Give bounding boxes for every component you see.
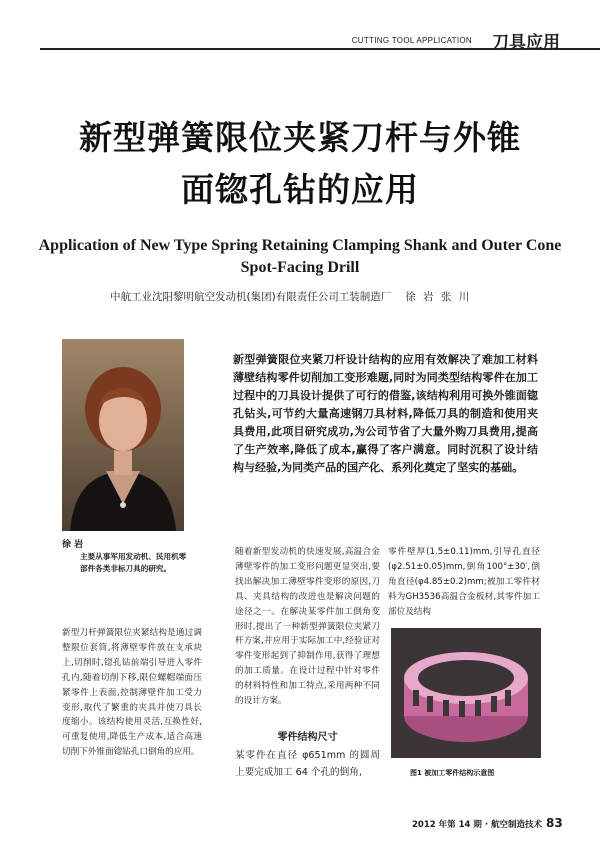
english-title-line-1: Application of New Type Spring Retaining Clamping Shank and Outer Cone [38,237,562,254]
page-number: 83 [546,816,563,830]
body-column-2-continued: 某零件在直径 φ651mm 的圆周上要完成加工 64 个孔的倒角, [235,750,380,778]
header-section-cn: 刀具应用 [492,33,560,53]
footer-issue: 2012 年第 14 期 · 航空制造技术 [412,820,543,830]
figure-caption: 图1 被加工零件结构示意图 [410,769,495,777]
author-names: 徐 岩 张 川 [405,291,470,303]
author-line [110,289,469,304]
author-caption-name: 徐 岩 [62,540,84,550]
abstract: 新型弹簧限位夹紧刀杆设计结构的应用有效解决了难加工材料薄壁结构零件切削加工变形难题,同时为同类型结构零件在加工过程中的刀具设计提供了可行的借鉴,该结构利用可换外锥面锪孔钻头,可节约大量高速钢刀具材料,降低刀具的制造和使用夹具费用,此项目研究成功,为公司节省了大量外购刀具费用,提高了生产效率,降低了成本,赢得了客户满意。同时沉积了设计结构与经验,为同类产品的国产化、系列化奠定了坚实的基础。 [233,353,538,474]
author-photo [62,339,184,531]
ring-part-illustration [391,628,541,758]
part-figure [391,628,541,758]
body-column-2: 随着新型发动机的快速发展,高温合金薄壁零件的加工变形问题更显突出,要找出解决加工薄壁零件变形的原因,刀具、夹具结构的改进也是解决问题的途径之一。在解决某零件加工倒角变形时,提出了一种新型弹簧限位夹紧刀杆方案,并应用于实际加工中,经验证对零件变形起到了抑制作用,获得了理想的加工质量。在设计过程中针对零件的材料特性和加工特点,采用两种不同的设计方案。 [235,547,380,707]
title-line-2: 面锪孔钻的应用 [181,170,419,209]
author-portrait-image [62,339,184,531]
author-affiliation: 中航工业沈阳黎明航空发动机(集团)有限责任公司工装制造厂 [110,291,392,303]
header-section-en: CUTTING TOOL APPLICATION [351,36,472,45]
author-caption-description: 主要从事军用发动机、民用机零部件各类非标刀具的研究。 [80,552,187,573]
title-line-1: 新型弹簧限位夹紧刀杆与外锥 [79,118,521,157]
body-column-1: 新型刀杆弹簧限位夹紧结构是通过调整限位套筒,将薄壁零件放在支承块上,切削时,锪孔钻前端引导进入零件孔内,随着切削下移,限位螺帽端面压紧零件上表面,控制薄壁件加工受力变形,取代了繁重的夹具并使刀具长度缩小。该结构使用灵活,互换性好,可重复使用,降低生产成本,适合高速切削下外锥面锪钻孔口倒角的应用。 [62,628,202,758]
page-footer [412,816,563,830]
body-column-3: 零件壁厚(1.5±0.11)mm,引导孔直径(φ2.51±0.05)mm,倒角100°±30′,倒角直径(φ4.85±0.2)mm;被加工零件材料为GH3536高温合金板材,其零件加工部位及结构 [388,547,540,617]
section-heading: 零件结构尺寸 [277,732,338,743]
english-title-line-2: Spot-Facing Drill [240,259,360,276]
